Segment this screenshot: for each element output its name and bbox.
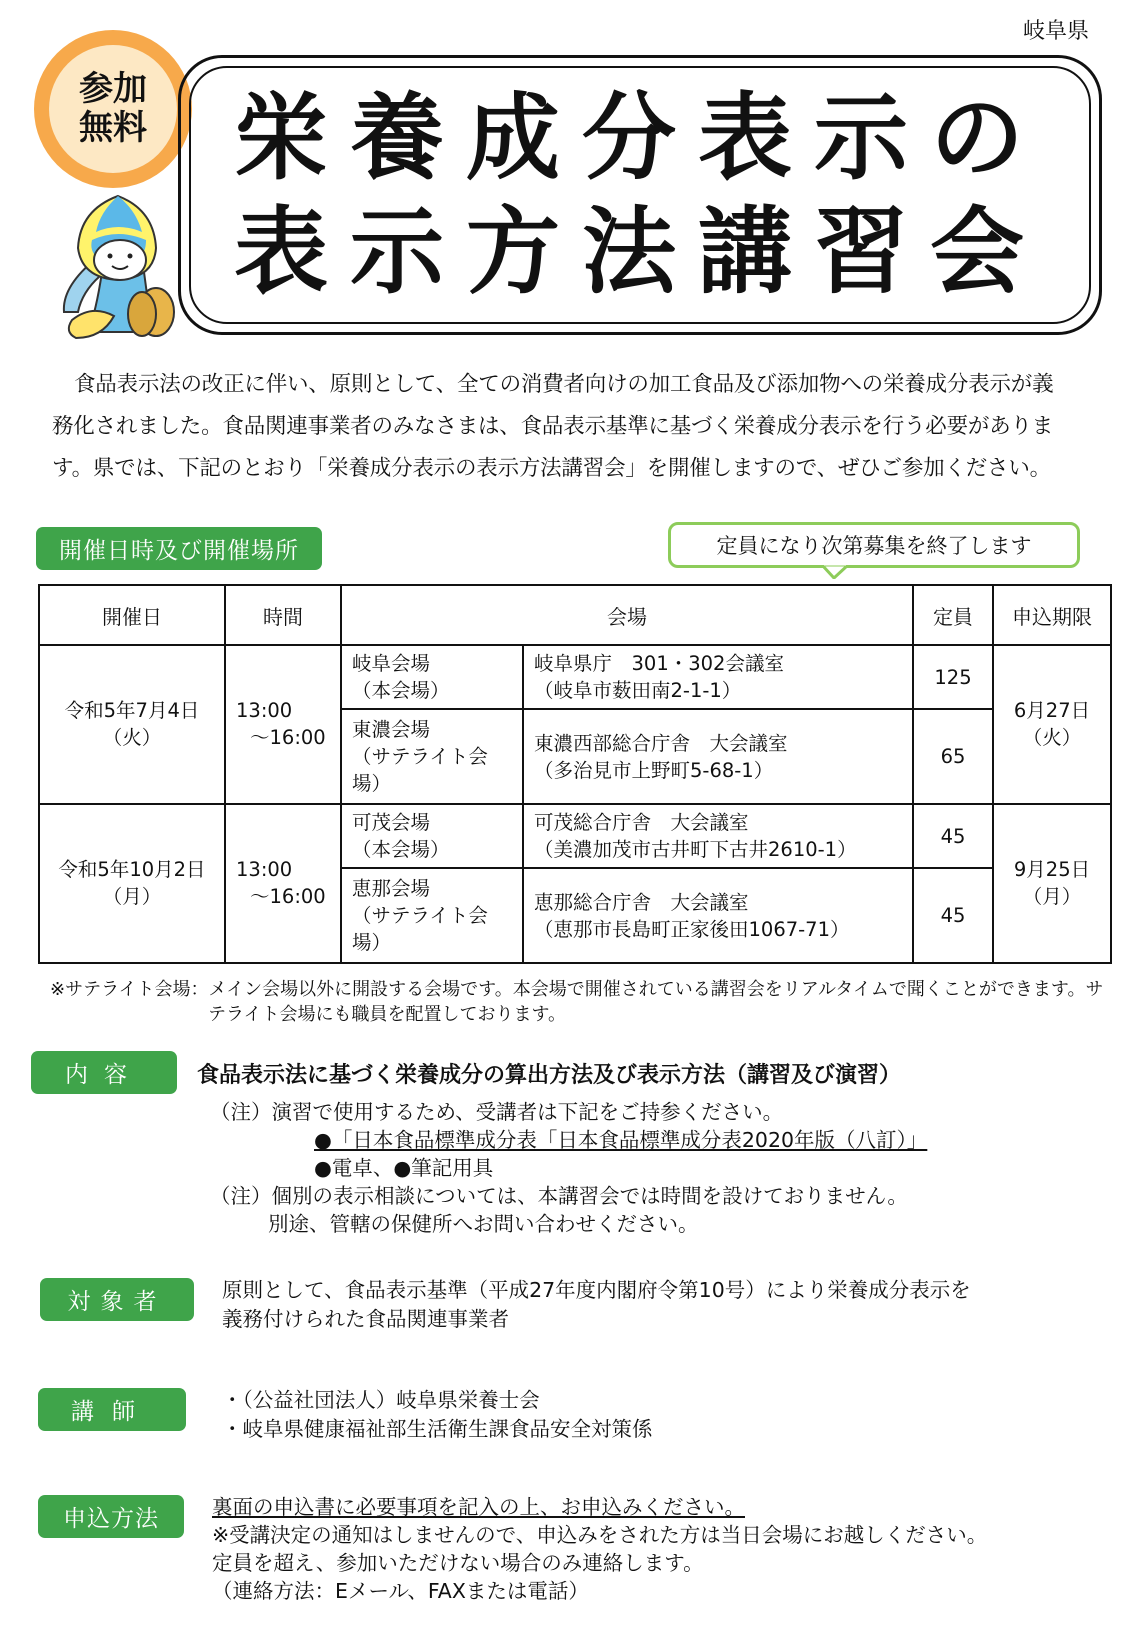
venue-name: 恵那会場 bbox=[352, 877, 431, 901]
schedule-table bbox=[38, 584, 1112, 964]
venue-name: 可茂会場 bbox=[352, 811, 431, 834]
session-date: 令和5年10月2日 bbox=[58, 858, 206, 882]
speech-bubble-tail-icon bbox=[820, 565, 850, 579]
session-time-end: ～16:00 bbox=[250, 726, 326, 750]
apply-line-4: （連絡方法：Eメール、FAXまたは電話） bbox=[212, 1579, 589, 1603]
table-row bbox=[39, 804, 1111, 868]
venue-capacity: 125 bbox=[913, 645, 993, 709]
deadline-date: 6月27日 bbox=[1013, 699, 1091, 723]
badge-line-1: 参加 bbox=[79, 68, 147, 109]
content-note-1: （注）演習で使用するため、受講者は下記をご持参ください。 bbox=[210, 1100, 784, 1124]
session-date: 令和5年7月4日 bbox=[64, 699, 200, 723]
list-item: ・（公益社団法人）岐阜県栄養士会 bbox=[222, 1388, 540, 1412]
section-label-content: 内容 bbox=[31, 1051, 177, 1094]
venue-place-cell bbox=[523, 709, 913, 804]
deadline-weekday: （月） bbox=[1022, 885, 1082, 909]
free-participation-badge bbox=[34, 30, 192, 188]
header-date: 開催日 bbox=[39, 585, 225, 645]
session-time-start: 13:00 bbox=[236, 699, 293, 723]
venue-place: 岐阜県庁 301・302会議室 bbox=[534, 652, 784, 676]
content-note-4: （注）個別の表示相談については、本講習会では時間を設けておりません。 bbox=[210, 1184, 908, 1208]
deadline-cell bbox=[993, 804, 1111, 963]
apply-description bbox=[212, 1493, 987, 1605]
intro-paragraph: 食品表示法の改正に伴い、原則として、全ての消費者向けの加工食品及び添加物への栄養成分表示が義務化されました。食品関連事業者のみなさまは、食品表示基準に基づく栄養成分表示を行う必要があります。県では、下記のとおり「栄養成分表示の表示方法講習会」を開催しますので、ぜひご参加ください。 bbox=[52, 372, 1054, 481]
header-venue: 会場 bbox=[341, 585, 913, 645]
table-header-row bbox=[39, 585, 1111, 645]
venue-address: （恵那市長島町正家後田1067-71） bbox=[534, 917, 850, 941]
table-row bbox=[39, 645, 1111, 709]
header-time: 時間 bbox=[225, 585, 341, 645]
session-date-cell bbox=[39, 804, 225, 963]
page-title-line-1: 栄養成分表示の bbox=[233, 84, 1046, 193]
venue-type: （本会場） bbox=[352, 679, 450, 703]
venue-name-cell bbox=[341, 645, 523, 709]
apply-line-2: ※受講決定の通知はしませんので、申込みをされた方は当日会場にお越しください。 bbox=[212, 1523, 988, 1547]
venue-place: 東濃西部総合庁舎 大会議室 bbox=[534, 731, 788, 755]
prefecture-name: 岐阜県 bbox=[1022, 19, 1089, 44]
section-label-lecturer: 講師 bbox=[38, 1388, 186, 1431]
venue-name-cell bbox=[341, 804, 523, 868]
session-weekday: （月） bbox=[102, 885, 162, 909]
session-time-cell bbox=[225, 804, 341, 963]
title-frame bbox=[178, 55, 1102, 335]
venue-place-cell bbox=[523, 868, 913, 963]
venue-name-cell bbox=[341, 868, 523, 963]
header-deadline: 申込期限 bbox=[993, 585, 1111, 645]
venue-type: （本会場） bbox=[352, 838, 450, 861]
header-capacity: 定員 bbox=[913, 585, 993, 645]
venue-place: 可茂総合庁舎 大会議室 bbox=[534, 811, 749, 834]
target-description: 原則として、食品表示基準（平成27年度内閣府令第10号）により栄養成分表示を 義務付けられた食品関連事業者 bbox=[222, 1278, 971, 1331]
mascot-illustration bbox=[52, 192, 182, 344]
venue-type: （サテライト会場） bbox=[352, 904, 488, 955]
venue-address: （美濃加茂市古井町下古井2610-1） bbox=[534, 838, 857, 861]
venue-address: （岐阜市薮田南2-1-1） bbox=[534, 679, 742, 703]
content-note-5: 別途、管轄の保健所へお問い合わせください。 bbox=[268, 1212, 699, 1236]
venue-place-cell bbox=[523, 804, 913, 868]
content-note-3: ●電卓、●筆記用具 bbox=[314, 1156, 494, 1180]
session-date-cell bbox=[39, 645, 225, 804]
page-title-line-2: 表示方法講習会 bbox=[233, 198, 1046, 307]
venue-capacity: 65 bbox=[913, 709, 993, 804]
content-title: 食品表示法に基づく栄養成分の算出方法及び表示方法（講習及び演習） bbox=[197, 1063, 902, 1088]
deadline-date: 9月25日 bbox=[1013, 858, 1091, 882]
section-label-apply: 申込方法 bbox=[38, 1495, 184, 1538]
venue-name: 東濃会場 bbox=[352, 718, 431, 742]
satellite-venue-note: ※サテライト会場：メイン会場以外に開設する会場です。本会場で開催されている講習会をリアルタイムで聞くことができます。サテライト会場にも職員を配置しております。 bbox=[50, 979, 1104, 1025]
venue-type: （サテライト会場） bbox=[352, 745, 488, 796]
badge-line-2: 無料 bbox=[79, 108, 147, 148]
venue-place: 恵那総合庁舎 大会議室 bbox=[534, 890, 749, 914]
session-time-cell bbox=[225, 645, 341, 804]
content-note-2: ●「日本食品標準成分表「日本食品標準成分表2020年版（八訂）」 bbox=[314, 1128, 928, 1152]
venue-place-cell bbox=[523, 645, 913, 709]
venue-name-cell bbox=[341, 709, 523, 804]
venue-name: 岐阜会場 bbox=[352, 652, 431, 676]
session-time-start: 13:00 bbox=[236, 858, 293, 882]
capacity-note-bubble: 定員になり次第募集を終了します bbox=[668, 522, 1080, 568]
section-label-target: 対象者 bbox=[40, 1278, 194, 1321]
venue-capacity: 45 bbox=[913, 804, 993, 868]
session-time-end: ～16:00 bbox=[250, 885, 326, 909]
venue-capacity: 45 bbox=[913, 868, 993, 963]
apply-line-1: 裏面の申込書に必要事項を記入の上、お申込みください。 bbox=[212, 1495, 745, 1519]
lecturer-list bbox=[222, 1386, 653, 1444]
deadline-weekday: （火） bbox=[1022, 726, 1082, 750]
apply-line-3: 定員を超え、参加いただけない場合のみ連絡します。 bbox=[212, 1551, 704, 1575]
session-weekday: （火） bbox=[102, 726, 162, 750]
list-item: ・岐阜県健康福祉部生活衛生課食品安全対策係 bbox=[222, 1417, 653, 1441]
section-label-schedule: 開催日時及び開催場所 bbox=[36, 527, 322, 570]
venue-address: （多治見市上野町5-68-1） bbox=[534, 758, 774, 782]
deadline-cell bbox=[993, 645, 1111, 804]
